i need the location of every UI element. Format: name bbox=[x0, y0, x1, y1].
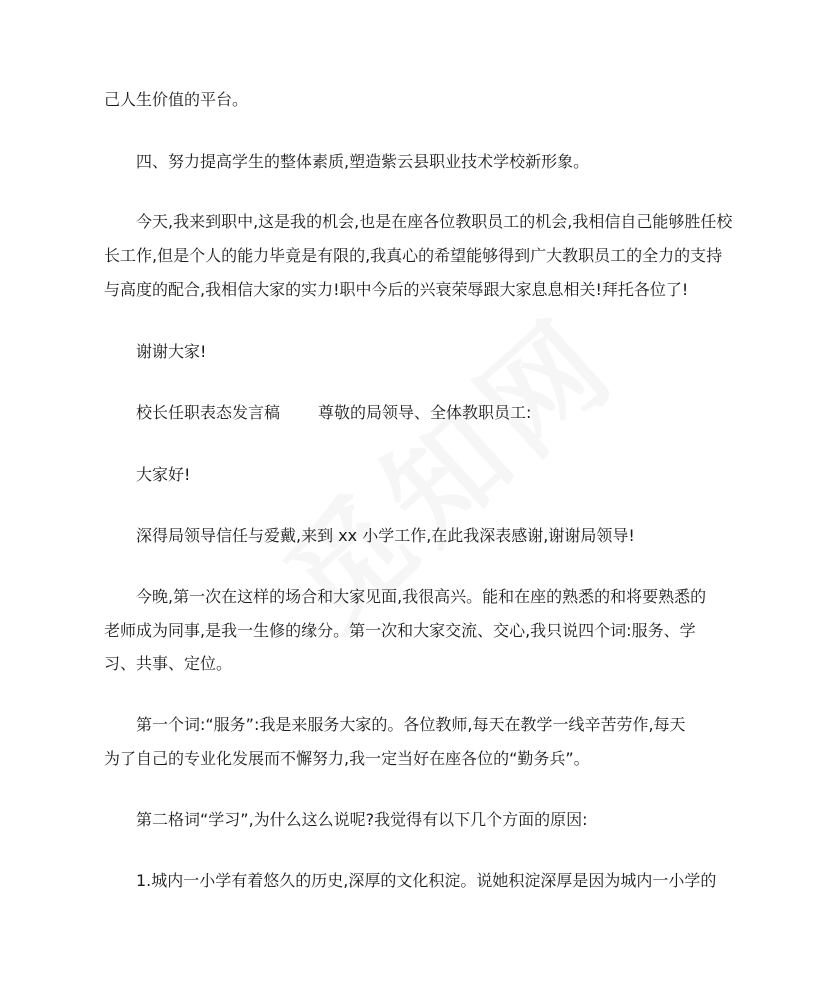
paragraph-line: 今天,我来到职中,这是我的机会,也是在座各位教职员工的机会,我相信自己能够胜任校 bbox=[136, 212, 733, 231]
paragraph-line: 长工作,但是个人的能力毕竟是有限的,我真心的希望能够得到广大教职员工的全力的支持 bbox=[104, 246, 723, 265]
doc-title: 校长任职表态发言稿 bbox=[136, 403, 281, 422]
paragraph-line: 第二格词“学习”,为什么这么说呢?我觉得有以下几个方面的原因: bbox=[136, 810, 588, 829]
paragraph-line: 深得局领导信任与爱戴,来到 xx 小学工作,在此我深表感谢,谢谢局领导! bbox=[136, 526, 635, 545]
paragraph-line: 己人生价值的平台。 bbox=[104, 90, 249, 109]
paragraph-line: 为了自己的专业化发展而不懈努力,我一定当好在座各位的“勤务兵”。 bbox=[104, 749, 590, 768]
paragraph-line: 老师成为同事,是我一生修的缘分。第一次和大家交流、交心,我只说四个词:服务、学 bbox=[104, 621, 696, 640]
salutation: 尊敬的局领导、全体教职员工: bbox=[318, 403, 532, 422]
paragraph-line: 大家好! bbox=[136, 465, 191, 484]
paragraph-line: 今晚,第一次在这样的场合和大家见面,我很高兴。能和在座的熟悉的和将要熟悉的 bbox=[136, 587, 707, 606]
paragraph-line: 习、共事、定位。 bbox=[104, 654, 233, 673]
paragraph-line: 与高度的配合,我相信大家的实力!职中今后的兴衰荣辱跟大家息息相关!拜托各位了! bbox=[104, 280, 689, 299]
paragraph-line bbox=[136, 403, 776, 423]
paragraph-line: 四、努力提高学生的整体素质,塑造紫云县职业技术学校新形象。 bbox=[136, 152, 590, 171]
paragraph-line: 第一个词:“服务”:我是来服务大家的。各位教师,每天在教学一线辛苦劳作,每天 bbox=[136, 715, 686, 734]
paragraph-line: 谢谢大家! bbox=[136, 342, 207, 361]
paragraph-line: 1.城内一小学有着悠久的历史,深厚的文化积淀。说她积淀深厚是因为城内一小学的 bbox=[136, 871, 717, 890]
